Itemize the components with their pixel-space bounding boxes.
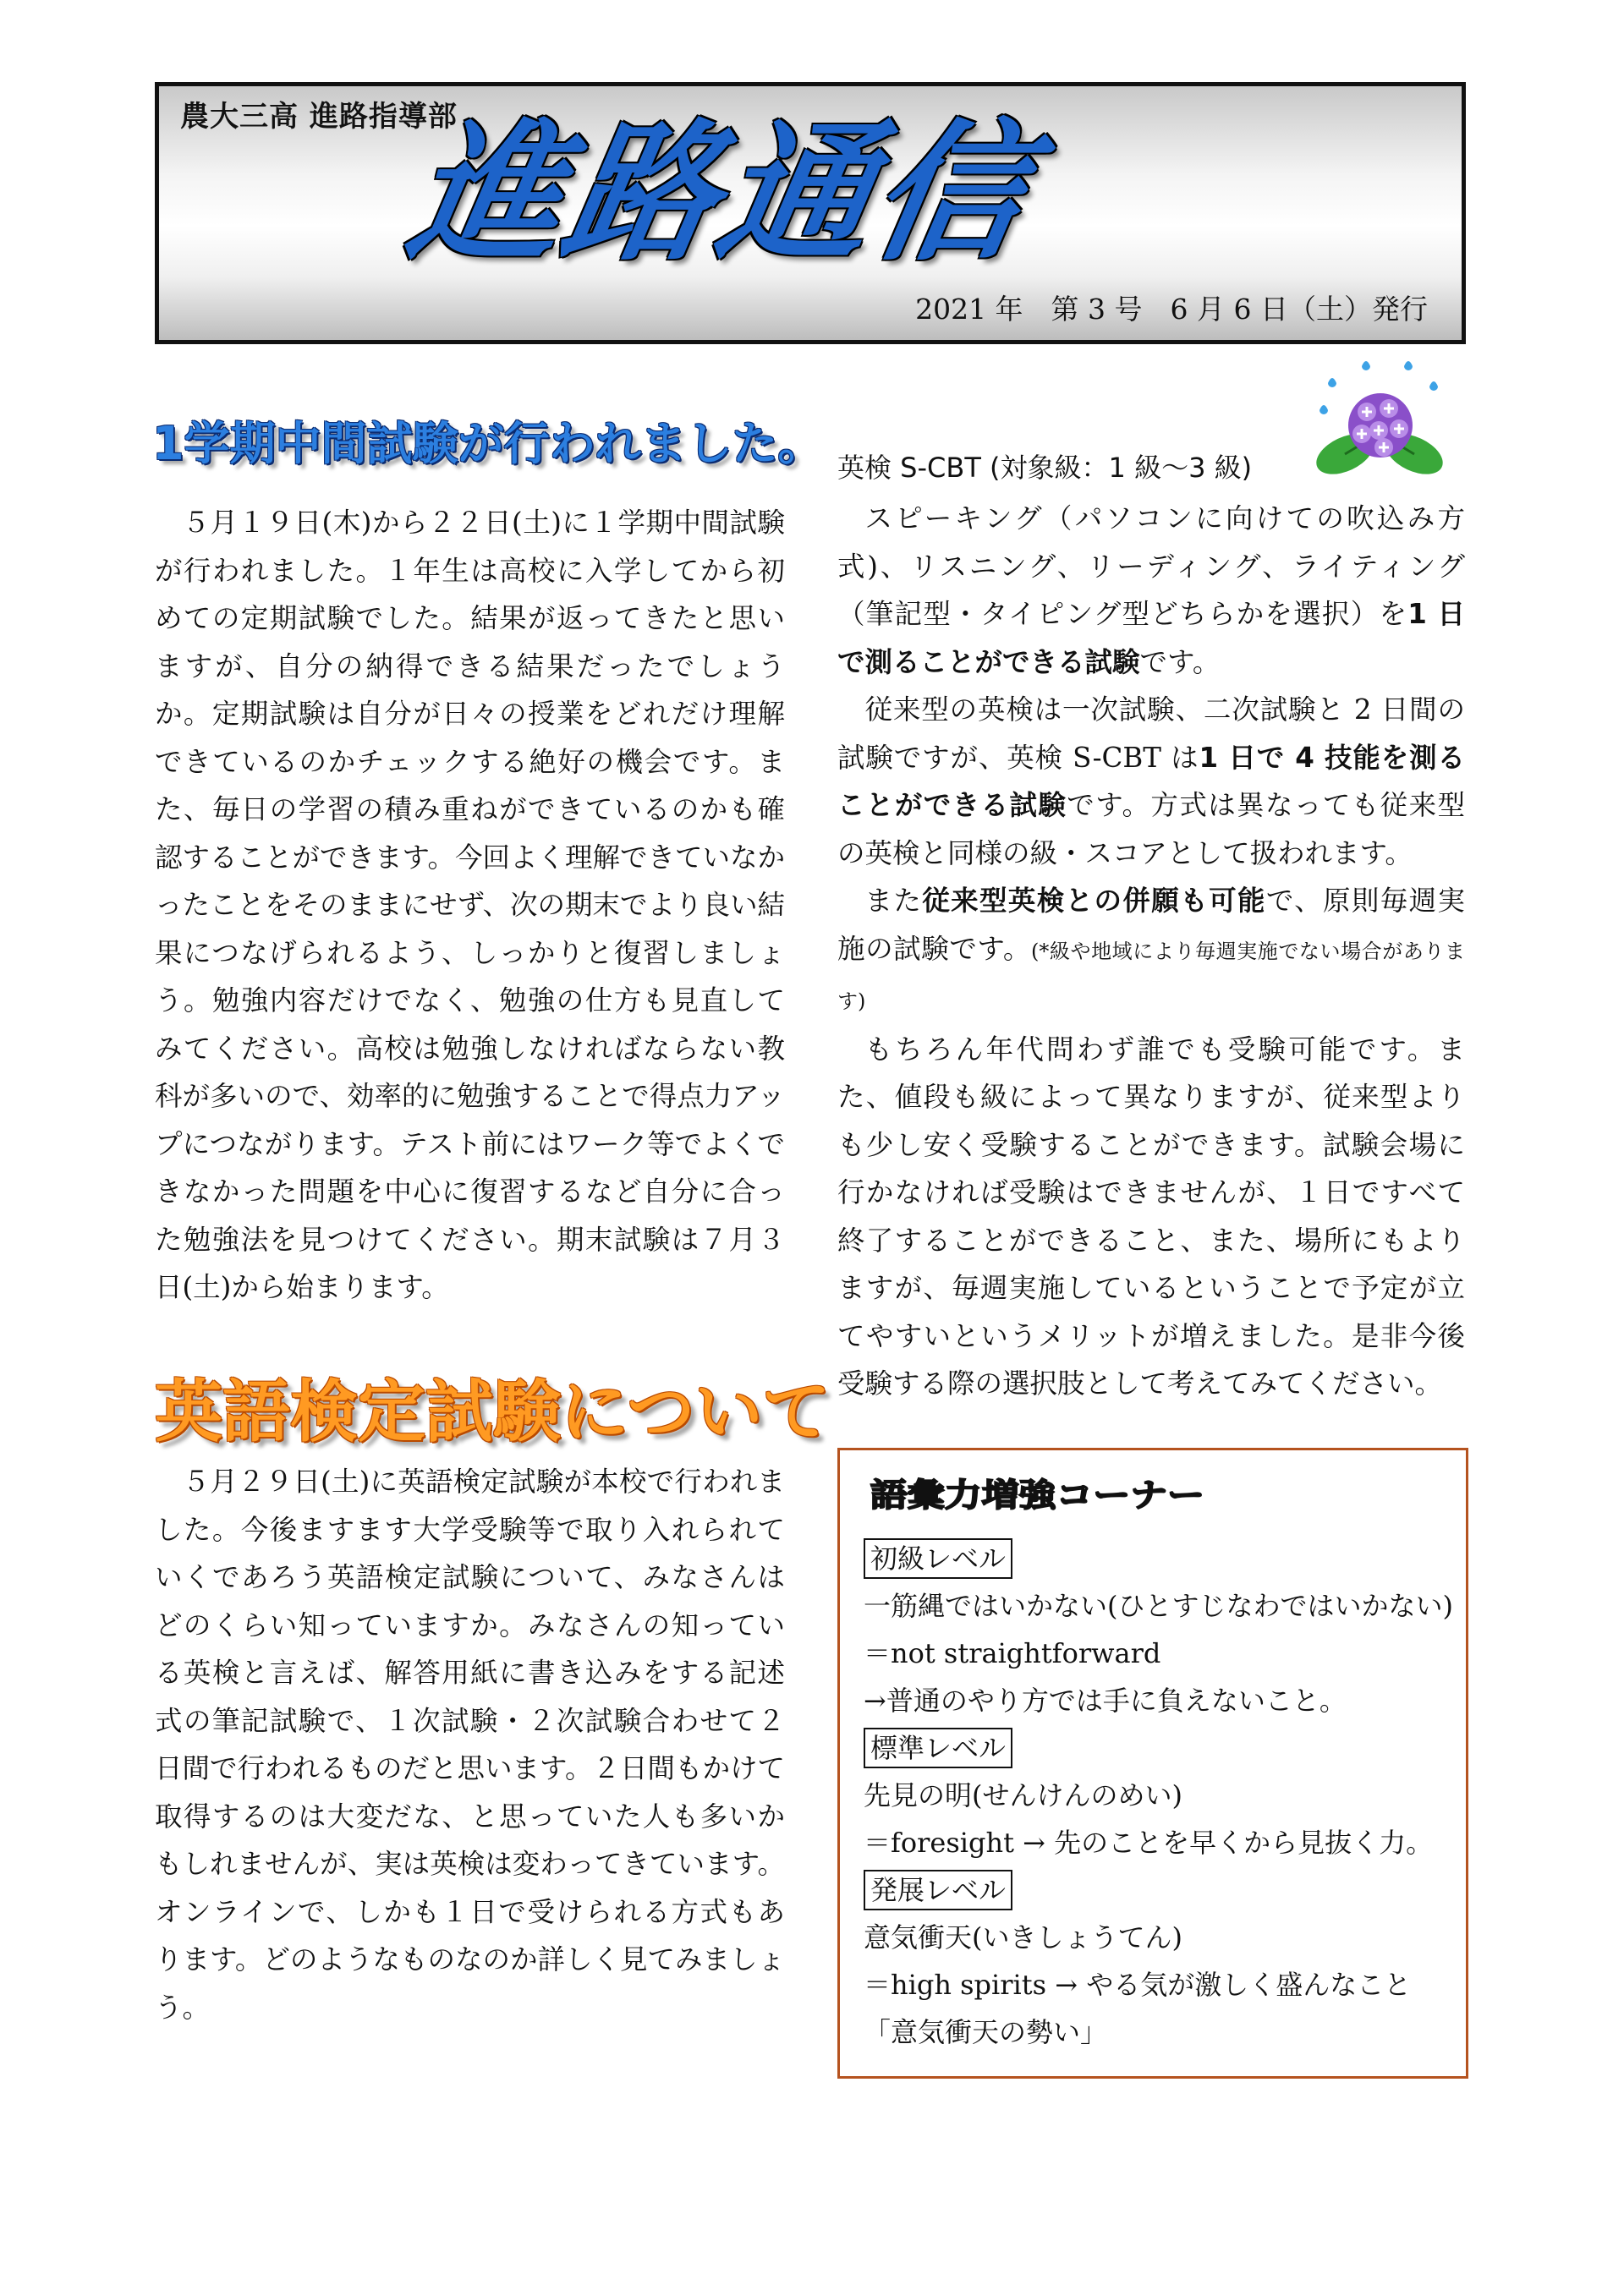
issue-info: 2021 年 第 3 号 6 月 6 日（土）発行 <box>915 293 1428 326</box>
vocab-line: 「意気衝天の勢い」 <box>864 2016 1108 2048</box>
newsletter-title: 進路通信 <box>397 106 1045 281</box>
level-label: 初級レベル <box>864 1538 1012 1579</box>
vocab-level-basic <box>864 1535 1453 1724</box>
vocab-level-advanced <box>864 1866 1447 2056</box>
text: また <box>864 885 923 917</box>
section-heading-midterm: 1学期中間試験が行われました。 <box>152 417 824 470</box>
level-label: 標準レベル <box>864 1728 1012 1768</box>
eiken-paragraph-3 <box>837 877 1465 1026</box>
vocab-line: ＝not straightforward <box>864 1637 1161 1669</box>
eiken-scbt-title: 英検 S-CBT (対象級：1 級～3 級) <box>837 452 1253 484</box>
vocab-title-text: 語彙力増強コーナー <box>870 1477 1204 1513</box>
text: 従来型の英検は一次試験、二次試験と 2 日間の試験ですが、英検 S-CBT は <box>837 693 1465 774</box>
vocab-line: ＝high spirits → やる気が激しく盛んなこと <box>864 1969 1412 2001</box>
vocab-line: 先見の明(せんけんのめい) <box>864 1779 1182 1811</box>
eiken-paragraph-4: もちろん年代問わず誰でも受験可能です。また、値段も級によって異なりますが、従来型よりも少し安く受験することができます。試験会場に行かなければ受験はできませんが、１日ですべて終了することができること、また、場所にもよりますが、毎週実施しているということで予定が立てやすいというメリットが増えました。是非今後受験する際の選択肢として考えてみてください。 <box>837 1033 1465 1400</box>
section-heading-eiken: 英語検定試験について <box>155 1373 831 1451</box>
level-label: 発展レベル <box>864 1870 1012 1910</box>
vocab-line: 一筋縄ではいかない(ひとすじなわではいかない) <box>864 1590 1453 1622</box>
midterm-body <box>155 499 785 1312</box>
midterm-paragraph: ５月１９日(木)から２２日(土)に１学期中間試験が行われました。１年生は高校に入学してから初めての定期試験でした。結果が返ってきたと思いますが、自分の納得できる結果だったでしょうか。定期試験は自分が日々の授業をどれだけ理解できているのかチェックする絶好の機会です。また、毎日の学習の積み重ねができているのかも確認することができます。今回よく理解できていなかったことをそのままにせず、次の期末でより良い結果につなげられるよう、しっかりと復習しましょう。勉強内容だけでなく、勉強の仕方も見直してみてください。高校は勉強しなければならない教科が多いので、効率的に勉強することで得点力アップにつながります。テスト前にはワーク等でよくできなかった問題を中心に復習するなど自分に合った勉強法を見つけてください。期末試験は７月３日(土)から始まります。 <box>155 507 785 1303</box>
emphasis: 1 日で 4 技能を測ることができる試験 <box>837 741 1466 821</box>
emphasis: 1 日で測ることができる試験 <box>837 598 1465 678</box>
vocab-line: ＝foresight → 先のことを早くから見抜く力。 <box>864 1827 1434 1859</box>
eiken-paragraph-1 <box>837 495 1465 686</box>
text: スピーキング（パソコンに向けての吹込み方式)、リスニング、リーディング、ライティング（筆記型・タイピング型どちらかを選択）を <box>837 502 1465 630</box>
organization-name: 農大三高 進路指導部 <box>180 100 458 134</box>
eiken-intro-paragraph: ５月２９日(土)に英語検定試験が本校で行われました。今後ますます大学受験等で取り入れられていくであろう英語検定試験について、みなさんはどのくらい知っていますか。みなさんの知っている英検と言えば、解答用紙に書き込みをする記述式の筆記試験で、１次試験・２次試験合わせて２日間で行われるものだと思います。２日間もかけて取得するのは大変だな、と思っていた人も多いかもしれませんが、実は英検は変わってきています。オンラインで、しかも１日で受けられる方式もあります。どのようなものなのか詳しく見てみましょう。 <box>155 1466 785 2024</box>
vocab-line: 意気衝天(いきしょうてん) <box>864 1921 1182 1954</box>
vocab-line: →普通のやり方では手に負えないこと。 <box>864 1685 1347 1717</box>
eiken-intro-body <box>155 1458 785 2031</box>
vocabulary-list <box>864 1535 1453 2056</box>
footnote: (*級や地域により毎週実施でない場合があります) <box>837 939 1465 1013</box>
vocabulary-corner-box <box>837 1448 1468 2079</box>
eiken-scbt-body <box>837 495 1465 1408</box>
masthead <box>155 82 1466 344</box>
text: です。方式は異なっても従来型の英検と同様の級・スコアとして扱われます。 <box>837 789 1465 869</box>
eiken-paragraph-2 <box>837 686 1465 877</box>
hydrangea-rain-icon <box>1311 359 1446 486</box>
text: で、原則毎週実施の試験です。 <box>837 885 1465 965</box>
vocab-level-standard <box>864 1724 1447 1866</box>
vocabulary-corner-title <box>865 1474 1212 1513</box>
text: です。 <box>1139 645 1221 678</box>
emphasis: 従来型英検との併願も可能 <box>922 885 1266 917</box>
